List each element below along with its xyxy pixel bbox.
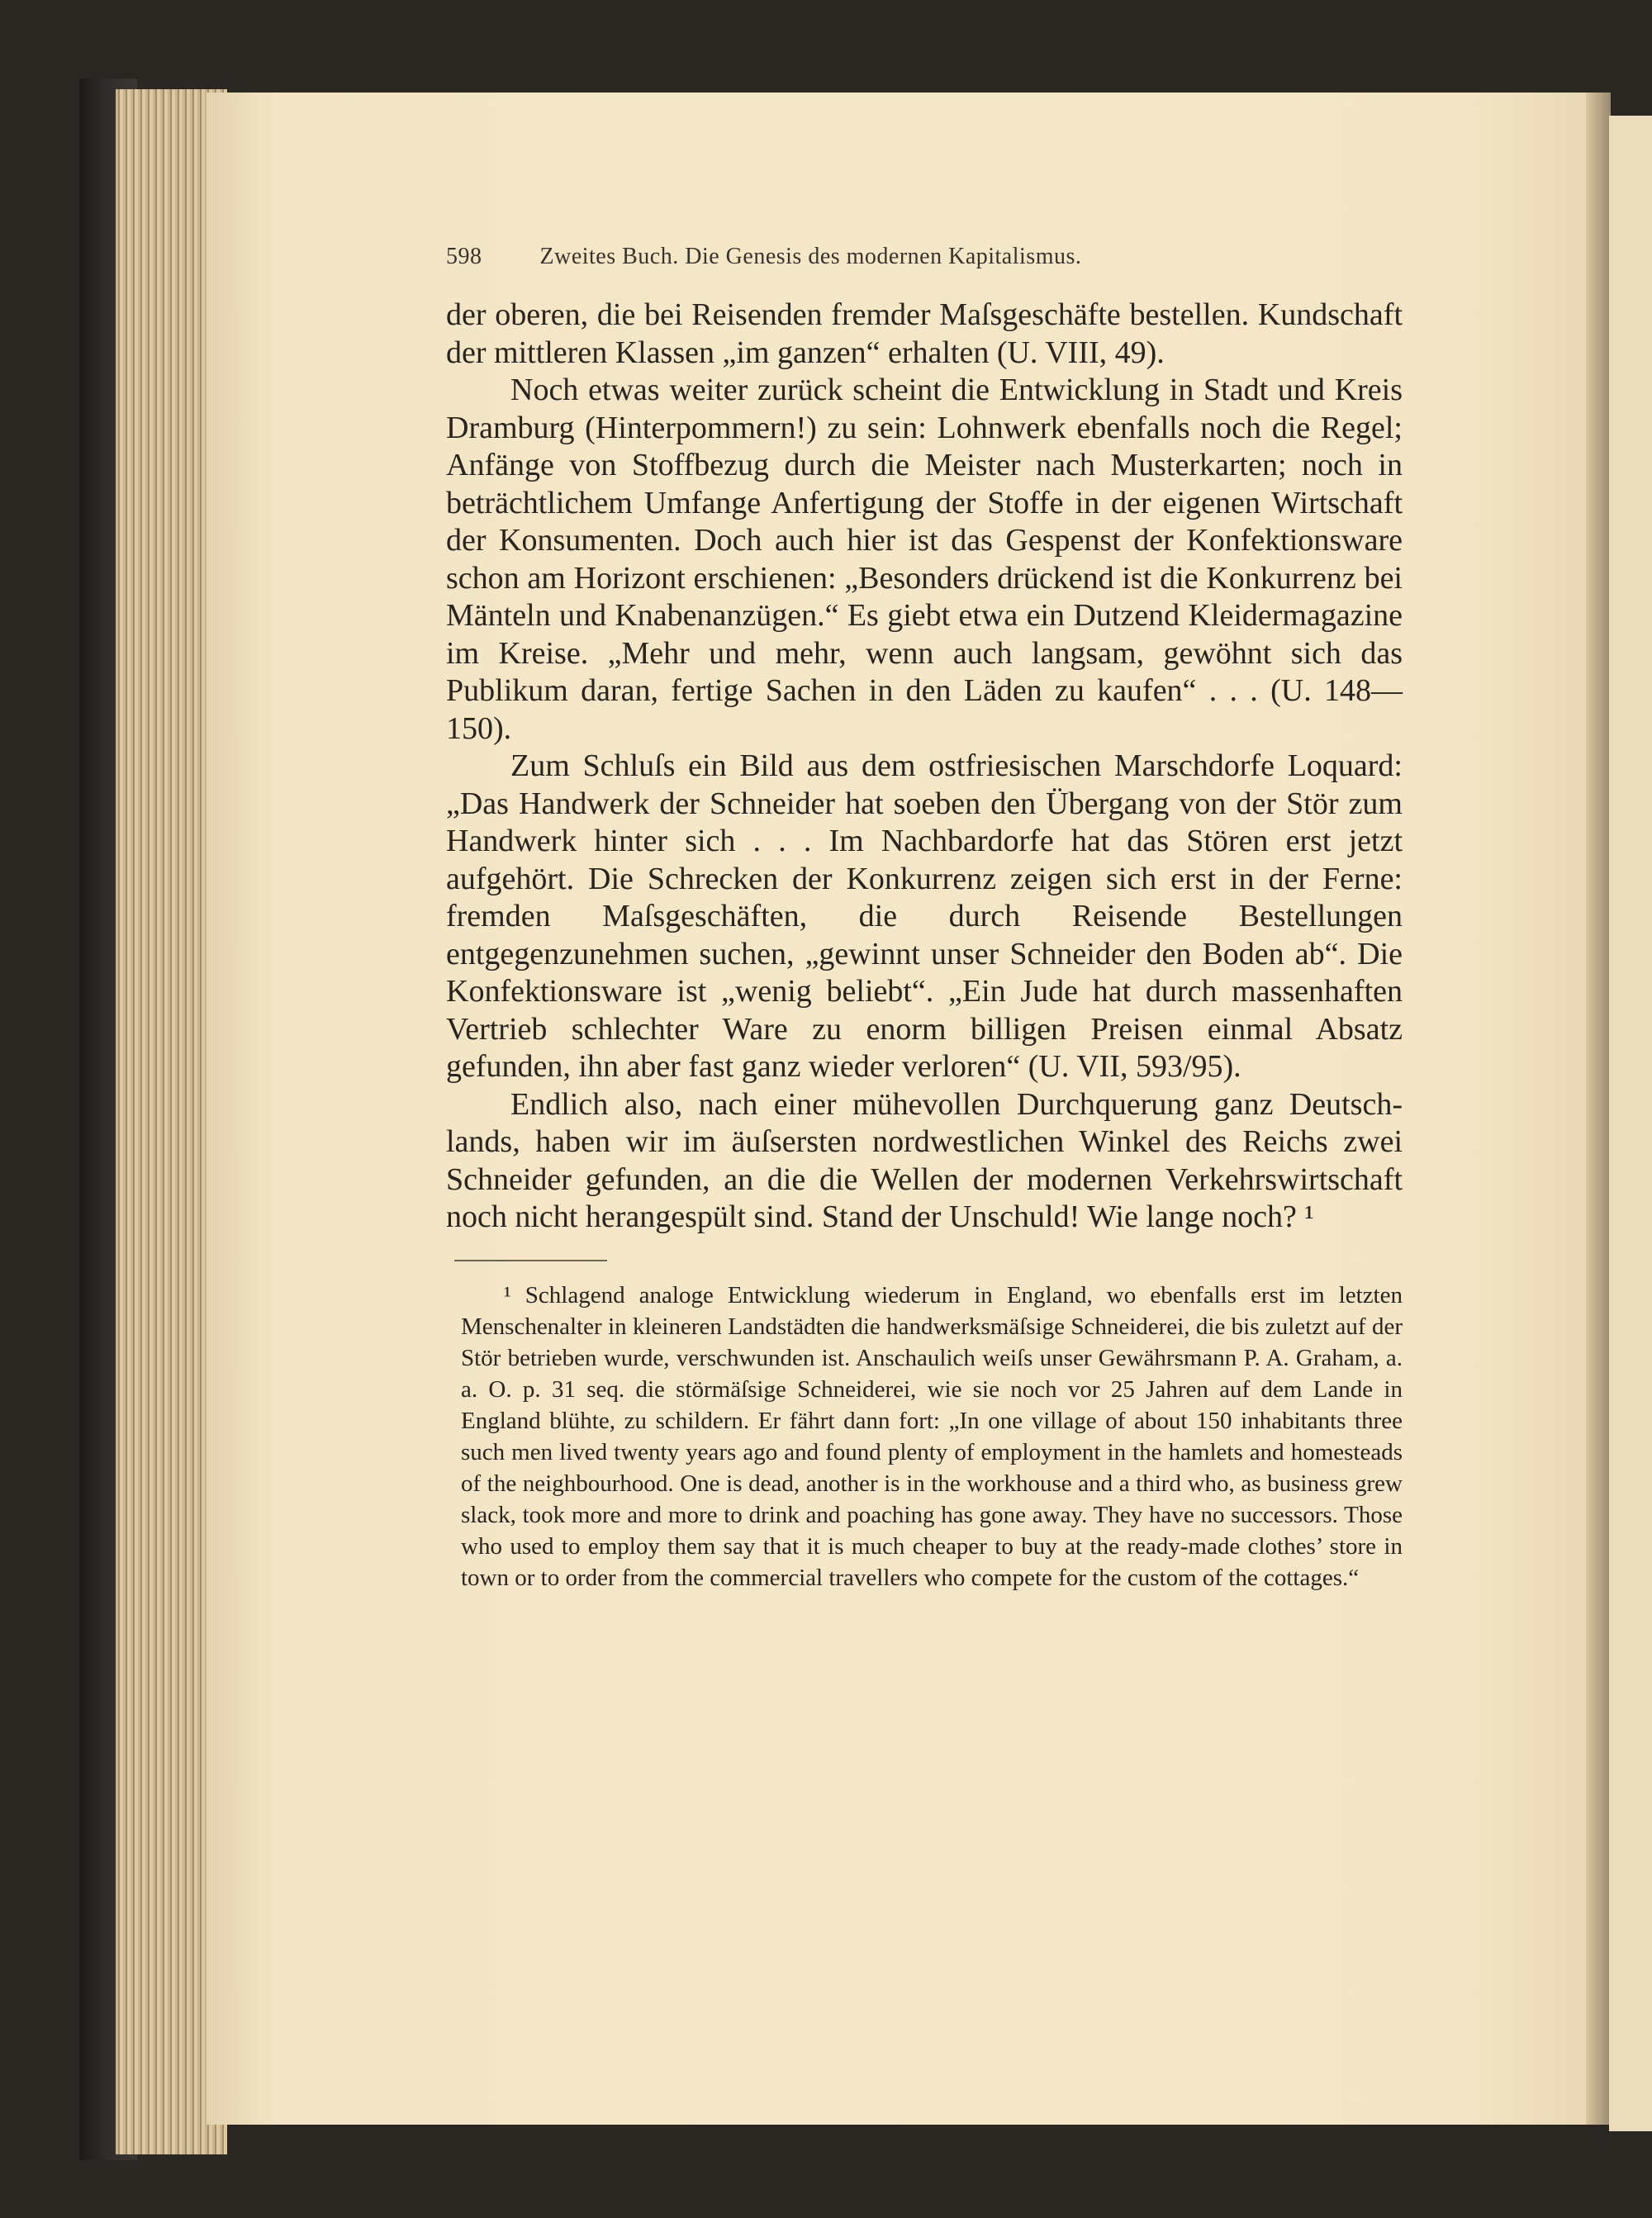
footnote-text: ¹ Schlagend analoge Entwicklung wiederum in England, wo ebenfalls erst im letzten Menschenalter in kleineren Landstädten die handwerksmäſsige Schneiderei, die bis zuletzt auf der Stör betrieben wurde, verschwunden ist. Anschaulich weiſs unser Gewährsmann P. A. Graham, a. a. O. p. 31 seq. die störmäſsige Schneiderei, wie sie noch vor 25 Jahren auf dem Lande in England blühte, zu schildern. Er fährt dann fort: „In one village of about 150 inhabitants three such men lived twenty years ago and found plenty of employment in the hamlets and homesteads of the neighbourhood. One is dead, another is in the workhouse and a third who, as business grew slack, took more and more to drink and poaching has gone away. They have no successors. Those who used to employ them say that it is much cheaper to buy at the ready-made clothes’ store in town or to order from the commercial travellers who compete for the custom of the cottages.“ — [461, 1281, 1403, 1591]
running-header — [446, 244, 1403, 270]
paragraph: Zum Schluſs ein Bild aus dem ostfriesischen Marschdorfe Loquard: „Das Handwerk der Schneider hat soeben den Übergang von der Stör zum Handwerk hinter sich . . . Im Nachbardorfe hat das Stören erst jetzt aufgehört. Die Schrecken der Konkurrenz zeigen sich erst in der Ferne: fremden Maſsgeschäften, die durch Reisende Bestellungen entgegenzunehmen suchen, „gewinnt unser Schneider den Boden ab“. Die Konfektionsware ist „wenig beliebt“. „Ein Jude hat durch massenhaften Vertrieb schlechter Ware zu enorm billigen Preisen einmal Absatz gefunden, ihn aber fast ganz wieder verloren“ (U. VII, 593/95). — [446, 748, 1403, 1084]
footnote — [446, 1280, 1403, 1593]
facing-page-edge — [1609, 116, 1652, 2131]
paragraph: der oberen, die bei Reisenden fremder Maſsgeschäfte bestellen. Kundschaft der mittleren Klassen „im ganzen“ erhalten (U. VIII, 49). — [446, 297, 1403, 370]
page-text-block — [446, 244, 1403, 1593]
paragraph: Noch etwas weiter zurück scheint die Entwicklung in Stadt und Kreis Dramburg (Hinterpommern!) zu sein: Lohnwerk ebenfalls noch die Regel; Anfänge von Stoffbezug durch die Meister nach Musterkarten; noch in beträchtlichem Umfange Anfertigung der Stoffe in der eigenen Wirtschaft der Konsumenten. Doch auch hier ist das Gespenst der Konfektionsware schon am Horizont erschienen: „Besonders drückend ist die Konkurrenz bei Mänteln und Knabenanzügen.“ Es giebt etwa ein Dutzend Kleidermagazine im Kreise. „Mehr und mehr, wenn auch langsam, gewöhnt sich das Publikum daran, fertige Sachen in den Läden zu kaufen“ . . . (U. 148—150). — [446, 373, 1403, 746]
gutter-shadow — [1586, 93, 1611, 2125]
page-number: 598 — [446, 244, 482, 269]
footnote-divider — [454, 1260, 607, 1261]
body-text — [446, 297, 1403, 1237]
paragraph: Endlich also, nach einer mühevollen Durchquerung ganz Deutschlands, haben wir im äuſsersten nordwestlichen Winkel des Reichs zwei Schneider gefunden, an die die Wellen der modernen Verkehrswirtschaft noch nicht herangespült sind. Stand der Unschuld! Wie lange noch? ¹ — [446, 1086, 1403, 1234]
running-title: Zweites Buch. Die Genesis des modernen Kapitalismus. — [539, 244, 1082, 269]
